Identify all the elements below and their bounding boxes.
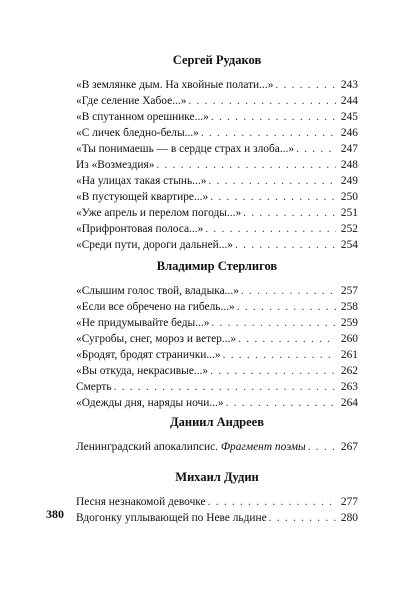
dot-leader bbox=[223, 347, 336, 363]
entry-title: Песня незнакомой девочке bbox=[76, 496, 206, 508]
dot-leader bbox=[208, 494, 336, 510]
entry-title: «С личек бледно-белы...» bbox=[76, 127, 199, 139]
entry-page-number: 257 bbox=[340, 285, 358, 297]
section-andreev bbox=[76, 414, 358, 455]
dot-leader bbox=[208, 173, 336, 189]
dot-leader bbox=[114, 379, 336, 395]
toc-entry bbox=[76, 315, 358, 331]
entry-page-number: 251 bbox=[340, 207, 358, 219]
entry-page-number: 246 bbox=[340, 127, 358, 139]
section-sterligov bbox=[76, 258, 358, 411]
dot-leader bbox=[210, 363, 336, 379]
toc-entry bbox=[76, 331, 358, 347]
dot-leader bbox=[205, 221, 336, 237]
entry-title: «Сугробы, снег, мороз и ветер...» bbox=[76, 333, 237, 345]
toc-entry bbox=[76, 283, 358, 299]
entry-title: «Если все обречено на гибель...» bbox=[76, 301, 235, 313]
entry-page-number: 254 bbox=[340, 239, 358, 251]
dot-leader bbox=[275, 77, 336, 93]
toc-entry bbox=[76, 141, 358, 157]
entry-title: «Бродят, бродят странички...» bbox=[76, 349, 221, 361]
entry-title: «Уже апрель и перелом погоды...» bbox=[76, 207, 242, 219]
toc-entry bbox=[76, 347, 358, 363]
toc-entry bbox=[76, 77, 358, 93]
author-heading: Сергей Рудаков bbox=[172, 53, 262, 67]
entry-title: «Ты понимаешь — в сердце страх и злоба...» bbox=[76, 143, 295, 155]
entry-title: «В спутанном орешнике...» bbox=[76, 111, 209, 123]
section-dudin bbox=[76, 469, 358, 526]
toc-entry bbox=[76, 299, 358, 315]
toc-entry bbox=[76, 93, 358, 109]
entry-title: Вдогонку уплывающей по Неве льдине bbox=[76, 512, 267, 524]
entry-page-number: 280 bbox=[340, 512, 358, 524]
entry-title: «Прифронтовая полоса...» bbox=[76, 223, 204, 235]
entry-page-number: 252 bbox=[340, 223, 358, 235]
entry-title: «В землянке дым. На хвойные полати...» bbox=[76, 79, 274, 91]
entry-title: «Среди пути, дороги дальней...» bbox=[76, 239, 234, 251]
toc-entry bbox=[76, 157, 358, 173]
toc-entry bbox=[76, 221, 358, 237]
author-heading: Михаил Дудин bbox=[175, 470, 259, 484]
entry-page-number: 259 bbox=[340, 317, 358, 329]
dot-leader bbox=[235, 237, 336, 253]
dot-leader bbox=[201, 125, 336, 141]
entry-page-number: 260 bbox=[340, 333, 358, 345]
entry-page-number: 250 bbox=[340, 191, 358, 203]
dot-leader bbox=[238, 331, 336, 347]
entry-page-number: 245 bbox=[340, 111, 358, 123]
toc-entry bbox=[76, 439, 358, 455]
entry-title: «Где селение Хабое...» bbox=[76, 95, 187, 107]
entry-title: Из «Возмездия» bbox=[76, 159, 155, 171]
entry-page-number: 243 bbox=[340, 79, 358, 91]
entry-page-number: 263 bbox=[340, 381, 358, 393]
toc-entry bbox=[76, 205, 358, 221]
entry-page-number: 249 bbox=[340, 175, 358, 187]
entry-title-main: Ленинградский апокалипсис. bbox=[76, 441, 218, 453]
toc-entry bbox=[76, 173, 358, 189]
dot-leader bbox=[226, 395, 336, 411]
entry-title: «Не придумывайте беды...» bbox=[76, 317, 210, 329]
entry-title: Смерть bbox=[76, 381, 112, 393]
entry-title: «Слышим голос твой, владыка...» bbox=[76, 285, 239, 297]
toc-entry bbox=[76, 109, 358, 125]
toc-entry bbox=[76, 494, 358, 510]
toc-entry bbox=[76, 125, 358, 141]
toc-entry bbox=[76, 363, 358, 379]
entry-page-number: 264 bbox=[340, 397, 358, 409]
page-number: 380 bbox=[46, 507, 64, 521]
dot-leader bbox=[243, 205, 336, 221]
entry-subtitle: Фрагмент поэмы bbox=[220, 441, 306, 453]
toc-entry bbox=[76, 510, 358, 526]
dot-leader bbox=[211, 109, 336, 125]
entry-page-number: 258 bbox=[340, 301, 358, 313]
section-rudakov bbox=[76, 52, 358, 253]
toc-entry bbox=[76, 395, 358, 411]
dot-leader bbox=[210, 189, 336, 205]
dot-leader bbox=[308, 439, 336, 455]
entry-page-number: 262 bbox=[340, 365, 358, 377]
entry-page-number: 277 bbox=[340, 496, 358, 508]
entry-page-number: 261 bbox=[340, 349, 358, 361]
entry-page-number: 248 bbox=[340, 159, 358, 171]
author-heading: Даниил Андреев bbox=[170, 415, 264, 429]
author-heading: Владимир Стерлигов bbox=[156, 259, 278, 273]
entry-page-number: 244 bbox=[340, 95, 358, 107]
entry-title: «Одежды дня, наряды ночи...» bbox=[76, 397, 224, 409]
dot-leader bbox=[211, 315, 336, 331]
toc-entry bbox=[76, 379, 358, 395]
toc-entry bbox=[76, 189, 358, 205]
dot-leader bbox=[237, 299, 336, 315]
entry-page-number: 247 bbox=[340, 143, 358, 155]
dot-leader bbox=[269, 510, 336, 526]
toc-entry bbox=[76, 237, 358, 253]
dot-leader bbox=[296, 141, 336, 157]
entry-title bbox=[76, 439, 306, 455]
dot-leader bbox=[188, 93, 336, 109]
entry-title: «Вы откуда, некрасивые...» bbox=[76, 365, 209, 377]
dot-leader bbox=[241, 283, 336, 299]
dot-leader bbox=[156, 157, 336, 173]
entry-page-number: 267 bbox=[340, 441, 358, 453]
entry-title: «На улицах такая стынь...» bbox=[76, 175, 207, 187]
entry-title: «В пустующей квартире...» bbox=[76, 191, 209, 203]
